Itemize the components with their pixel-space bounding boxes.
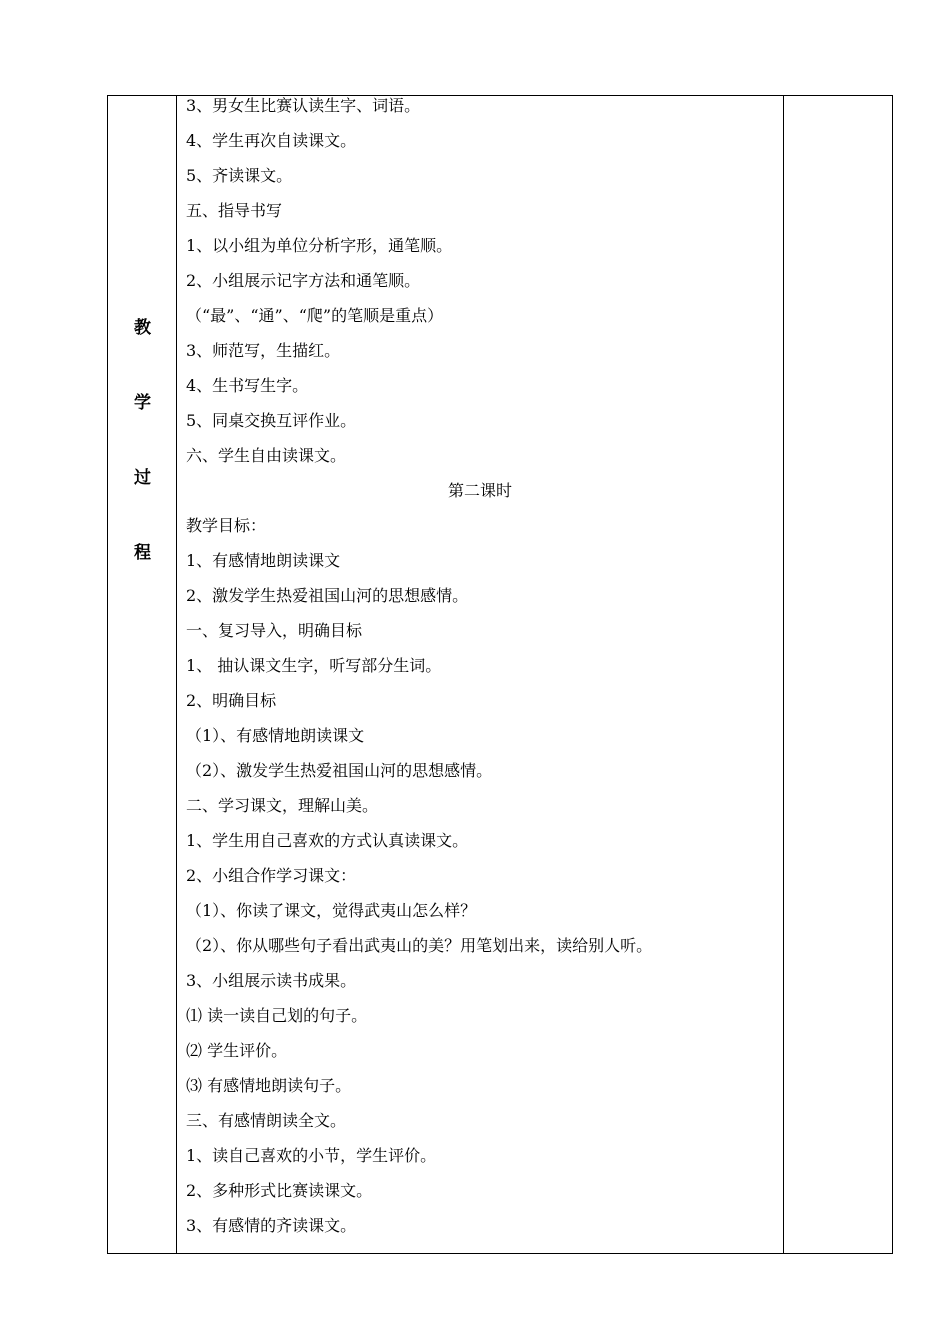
content-line: 4、学生再次自读课文。	[186, 131, 357, 150]
section-label-cell	[108, 96, 177, 1253]
content-lines	[177, 94, 783, 1249]
section-heading: 二、学习课文，理解山美。	[186, 796, 379, 815]
content-line: 2、小组合作学习课文：	[186, 866, 357, 885]
content-line: 3、小组展示读书成果。	[186, 971, 357, 990]
lesson-plan-table	[107, 95, 893, 1254]
content-line: 2、小组展示记字方法和通笔顺。	[186, 271, 421, 290]
content-line: 3、师范写，生描红。	[186, 341, 341, 360]
section-label-char: 教	[134, 318, 151, 338]
content-cell	[177, 96, 784, 1253]
content-line: 5、齐读课文。	[186, 166, 293, 185]
section-label-char: 学	[134, 393, 151, 413]
content-line: 3、男女生比赛认读生字、词语。	[186, 96, 421, 115]
section-label	[108, 318, 177, 618]
section-heading: 一、复习导入，明确目标	[186, 621, 363, 640]
content-line: 1、读自己喜欢的小节，学生评价。	[186, 1146, 437, 1165]
content-line: 4、生书写生字。	[186, 376, 309, 395]
content-line: 1、以小组为单位分析字形，通笔顺。	[186, 236, 453, 255]
section-heading: 三、有感情朗读全文。	[186, 1111, 347, 1130]
content-line: （2）、激发学生热爱祖国山河的思想感情。	[186, 761, 493, 780]
content-line: （“最”、“通”、“爬”的笔顺是重点）	[186, 306, 444, 325]
content-line: 5、同桌交换互评作业。	[186, 411, 357, 430]
content-line: 2、激发学生热爱祖国山河的思想感情。	[186, 586, 469, 605]
content-line: 1、学生用自己喜欢的方式认真读课文。	[186, 831, 469, 850]
content-line: 2、多种形式比赛读课文。	[186, 1181, 373, 1200]
section-heading: 五、指导书写	[186, 201, 283, 220]
content-line: ⑵ 学生评价。	[186, 1041, 288, 1060]
notes-cell	[784, 96, 892, 1253]
content-line: 1、 抽认课文生字，听写部分生词。	[186, 656, 442, 675]
content-line: 1、有感情地朗读课文	[186, 551, 341, 570]
content-line: 3、有感情的齐读课文。	[186, 1216, 357, 1235]
lesson-period-title: 第二课时	[447, 481, 512, 500]
content-line: （1）、你读了课文，觉得武夷山怎么样？	[186, 901, 477, 920]
section-label-char: 程	[134, 543, 151, 563]
content-line: （1）、有感情地朗读课文	[186, 726, 365, 745]
content-line: （2）、你从哪些句子看出武夷山的美？用笔划出来，读给别人听。	[186, 936, 653, 955]
content-line: ⑴ 读一读自己划的句子。	[186, 1006, 368, 1025]
section-heading: 六、学生自由读课文。	[186, 446, 347, 465]
content-line: ⑶ 有感情地朗读句子。	[186, 1076, 352, 1095]
section-heading: 教学目标：	[186, 516, 267, 535]
section-label-char: 过	[134, 468, 151, 488]
content-line: 2、明确目标	[186, 691, 277, 710]
